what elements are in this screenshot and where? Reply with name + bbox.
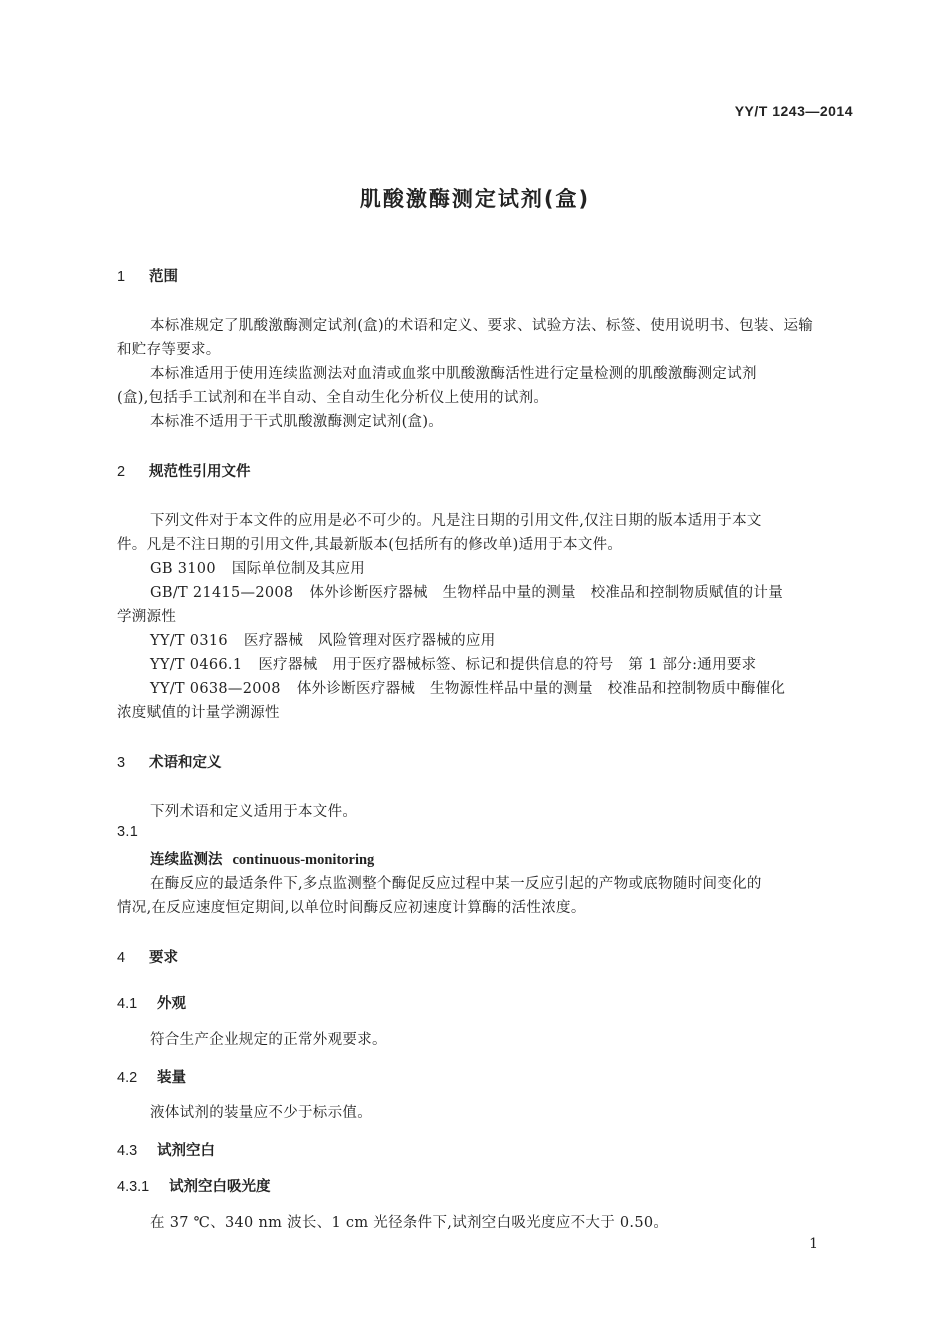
section-4-1-heading: 4.1 外观 bbox=[117, 996, 186, 1012]
section-4-3-1-heading: 4.3.1 试剂空白吸光度 bbox=[117, 1179, 271, 1195]
s2-paragraph-line-1: 下列文件对于本文件的应用是必不可少的。凡是注日期的引用文件,仅注日期的版本适用于本文 bbox=[150, 513, 762, 529]
section-4-3-1-text: 在 37 ℃、340 nm 波长、1 cm 光径条件下,试剂空白吸光度应不大于 0.50。 bbox=[150, 1215, 669, 1231]
s1-paragraph-2-line-2: (盒),包括手工试剂和在半自动、全自动生化分析仪上使用的试剂。 bbox=[117, 390, 549, 406]
reference-item: YY/T 0316 医疗器械 风险管理对医疗器械的应用 bbox=[150, 633, 496, 649]
s3-intro: 下列术语和定义适用于本文件。 bbox=[150, 804, 358, 820]
term-definition-line-2: 情况,在反应速度恒定期间,以单位时间酶反应初速度计算酶的活性浓度。 bbox=[117, 900, 586, 916]
reference-item-continuation: 浓度赋值的计量学溯源性 bbox=[117, 705, 280, 721]
section-4-1-text: 符合生产企业规定的正常外观要求。 bbox=[150, 1032, 387, 1048]
section-4-heading: 4 要求 bbox=[117, 950, 178, 966]
s1-paragraph-1-line-2: 和贮存等要求。 bbox=[117, 342, 221, 358]
page-number: 1 bbox=[809, 1236, 818, 1252]
s1-paragraph-2-line-1: 本标准适用于使用连续监测法对血清或血浆中肌酸激酶活性进行定量检测的肌酸激酶测定试剂 bbox=[150, 366, 757, 382]
term-entry: 连续监测法 continuous-monitoring bbox=[150, 852, 375, 868]
reference-item-continuation: 学溯源性 bbox=[117, 609, 177, 625]
s3-1-number: 3.1 bbox=[117, 824, 139, 840]
section-2-heading: 2 规范性引用文件 bbox=[117, 464, 251, 480]
standard-code: YY/T 1243—2014 bbox=[734, 103, 853, 119]
reference-item: GB 3100 国际单位制及其应用 bbox=[150, 561, 366, 577]
reference-item: YY/T 0638—2008 体外诊断医疗器械 生物源性样品中量的测量 校准品和控制物质中酶催化 bbox=[150, 681, 786, 697]
s2-paragraph-line-2: 件。凡是不注日期的引用文件,其最新版本(包括所有的修改单)适用于本文件。 bbox=[117, 537, 623, 553]
section-4-2-heading: 4.2 装量 bbox=[117, 1070, 186, 1086]
reference-item: GB/T 21415—2008 体外诊断医疗器械 生物样品中量的测量 校准品和控制物质赋值的计量 bbox=[150, 585, 784, 601]
section-3-heading: 3 术语和定义 bbox=[117, 755, 222, 771]
section-4-3-heading: 4.3 试剂空白 bbox=[117, 1143, 215, 1159]
document-title: 肌酸激酶测定试剂(盒) bbox=[359, 187, 591, 211]
section-4-2-text: 液体试剂的装量应不少于标示值。 bbox=[150, 1105, 372, 1121]
s1-paragraph-1-line-1: 本标准规定了肌酸激酶测定试剂(盒)的术语和定义、要求、试验方法、标签、使用说明书、包装、运输 bbox=[150, 318, 814, 334]
reference-item: YY/T 0466.1 医疗器械 用于医疗器械标签、标记和提供信息的符号 第 1 部分:通用要求 bbox=[150, 657, 757, 673]
s1-paragraph-3: 本标准不适用于干式肌酸激酶测定试剂(盒)。 bbox=[150, 414, 444, 430]
term-definition-line-1: 在酶反应的最适条件下,多点监测整个酶促反应过程中某一反应引起的产物或底物随时间变化的 bbox=[150, 876, 762, 892]
section-1-heading: 1 范围 bbox=[117, 269, 178, 285]
